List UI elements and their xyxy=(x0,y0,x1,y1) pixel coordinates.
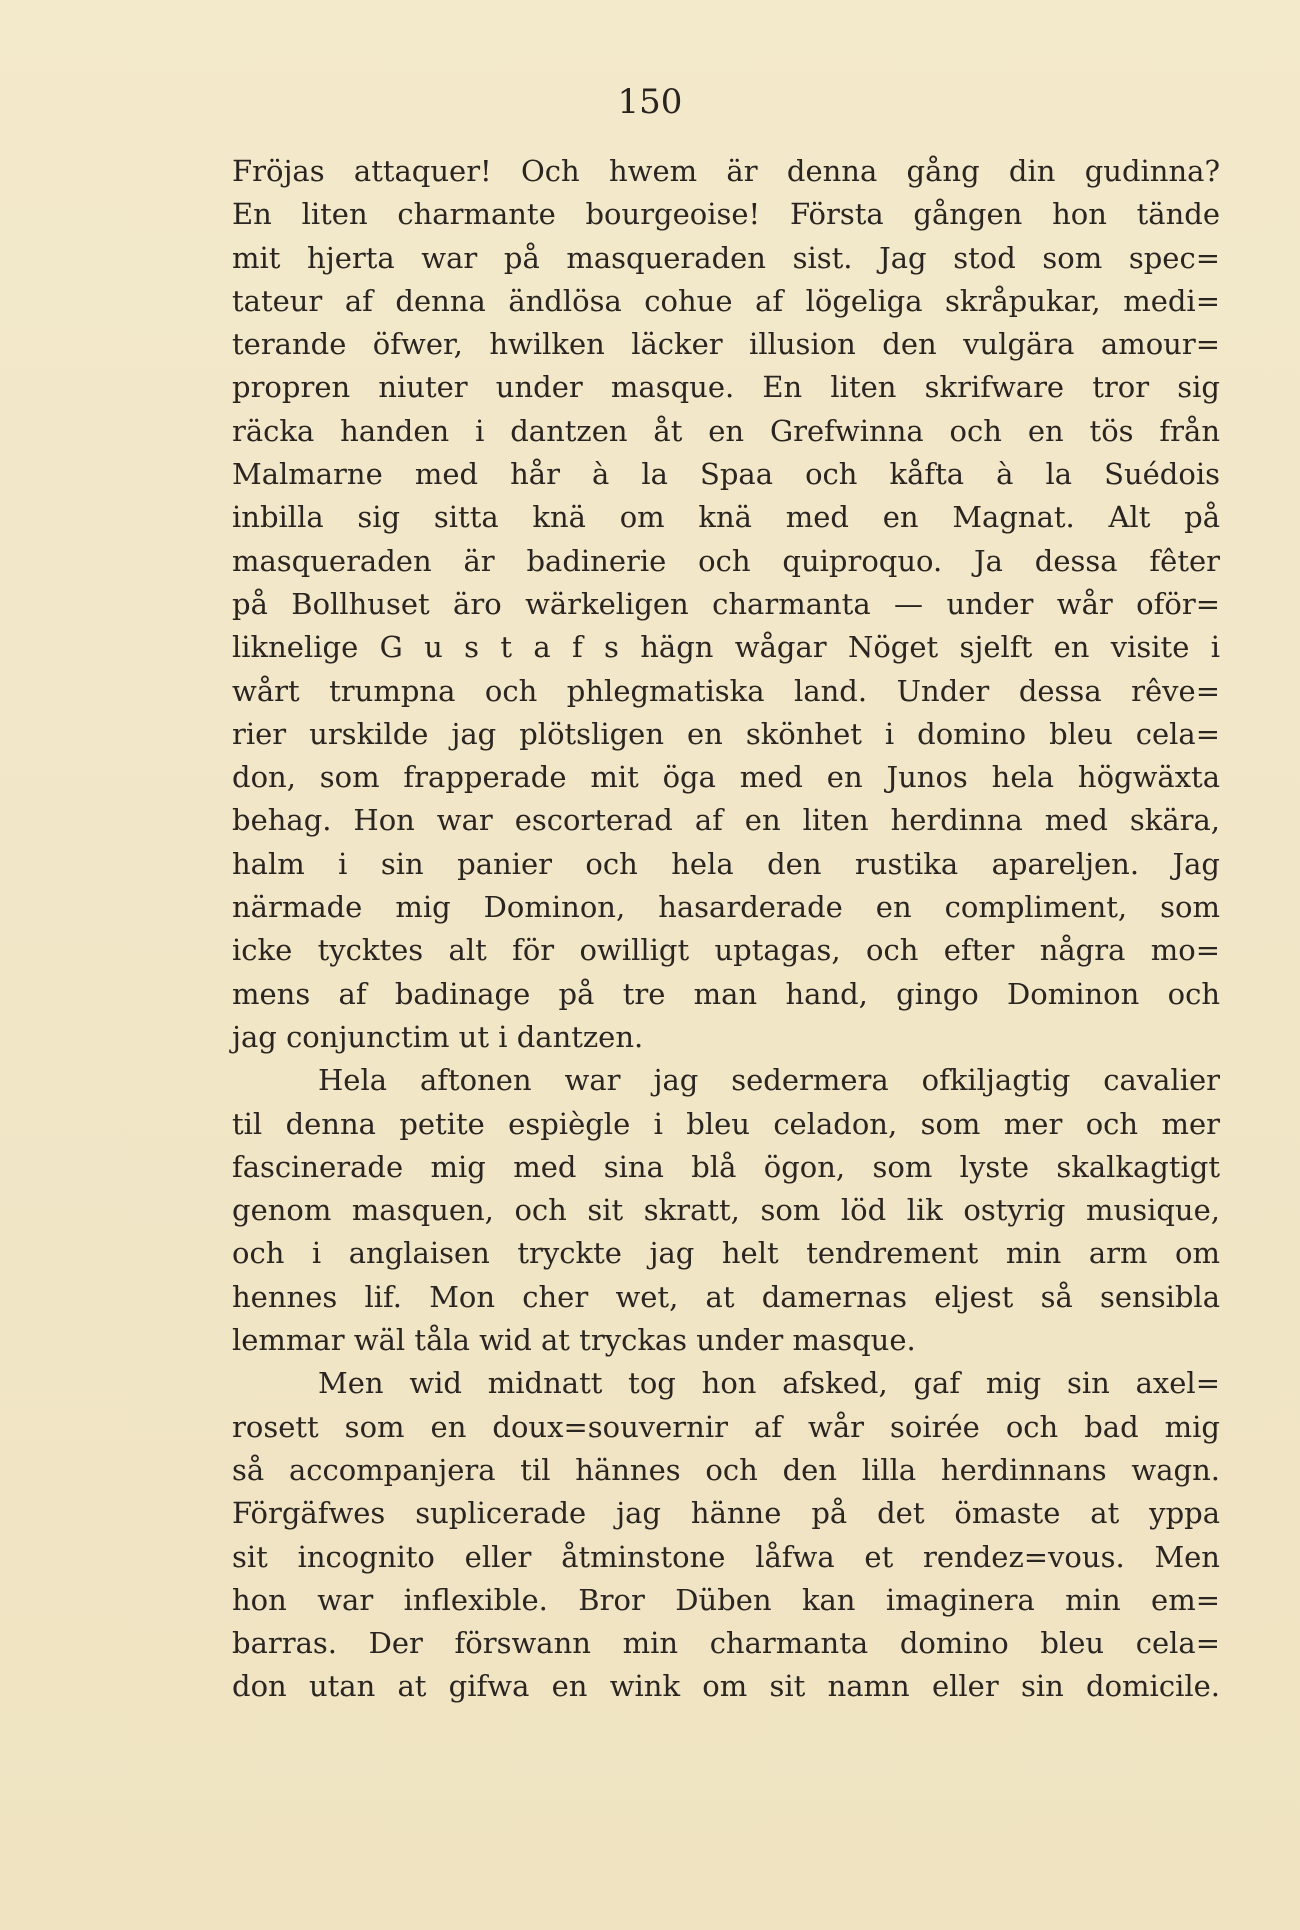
text-line: don, som frapperade mit öga med en Junos hela högwäxta xyxy=(232,760,1220,795)
text-line: Malmarne med hår à la Spaa och kåfta à la Suédois xyxy=(232,457,1220,492)
text-line: til denna petite espiègle i bleu celadon, som mer och mer xyxy=(232,1106,1220,1141)
text-line: liknelige G u s t a f s hägn wågar Nöget sjelft en visite i xyxy=(232,630,1220,665)
text-line: propren niuter under masque. En liten skrifware tror sig xyxy=(232,370,1220,405)
text-line: Hela aftonen war jag sedermera ofkiljagtig cavalier xyxy=(318,1063,1220,1098)
text-line: inbilla sig sitta knä om knä med en Magnat. Alt på xyxy=(232,500,1220,535)
text-line: så accompanjera til hännes och den lilla herdinnans wagn. xyxy=(232,1452,1220,1487)
text-line: och i anglaisen tryckte jag helt tendrement min arm om xyxy=(232,1236,1220,1271)
text-line: Men wid midnatt tog hon afsked, gaf mig sin axel= xyxy=(318,1366,1220,1401)
text-line: halm i sin panier och hela den rustika apareljen. Jag xyxy=(232,846,1220,881)
text-line: Förgäfwes suplicerade jag hänne på det ömaste at yppa xyxy=(232,1496,1220,1531)
text-line: räcka handen i dantzen åt en Grefwinna och en tös från xyxy=(232,413,1220,448)
text-line: don utan at gifwa en wink om sit namn eller sin domicile. xyxy=(232,1669,1220,1704)
text-line: mens af badinage på tre man hand, gingo Dominon och xyxy=(232,976,1220,1011)
text-line: behag. Hon war escorterad af en liten herdinna med skära, xyxy=(232,803,1220,838)
text-line: terande öfwer, hwilken läcker illusion den vulgära amour= xyxy=(232,327,1220,362)
text-line: Fröjas attaquer! Och hwem är denna gång din gudinna? xyxy=(232,154,1220,188)
text-line: hon war inflexible. Bror Düben kan imaginera min em= xyxy=(232,1582,1220,1617)
text-line: rier urskilde jag plötsligen en skönhet i domino bleu cela= xyxy=(232,716,1220,751)
text-line: genom masquen, och sit skratt, som löd lik ostyrig musique, xyxy=(232,1193,1220,1228)
text-line: på Bollhuset äro wärkeligen charmanta — under wår oför= xyxy=(232,586,1220,621)
text-line: masqueraden är badinerie och quiproquo. Ja dessa fêter xyxy=(232,543,1220,578)
body-text xyxy=(232,150,1220,1709)
text-line: närmade mig Dominon, hasarderade en compliment, som xyxy=(232,890,1220,925)
text-line: rosett som en doux=souvernir af wår soirée och bad mig xyxy=(232,1409,1220,1444)
text-line: lemmar wäl tåla wid at tryckas under masque. xyxy=(232,1323,916,1358)
text-line: En liten charmante bourgeoise! Första gången hon tände xyxy=(232,197,1220,232)
text-line: tateur af denna ändlösa cohue af lögeliga skråpukar, medi= xyxy=(232,283,1220,318)
text-line: hennes lif. Mon cher wet, at damernas eljest så sensibla xyxy=(232,1279,1220,1314)
page-number: 150 xyxy=(617,82,683,122)
text-line: mit hjerta war på masqueraden sist. Jag stod som spec= xyxy=(232,240,1220,275)
text-line: sit incognito eller åtminstone låfwa et rendez=vous. Men xyxy=(232,1539,1220,1574)
text-line: icke tycktes alt för owilligt uptagas, och efter några mo= xyxy=(232,933,1220,968)
text-line: wårt trumpna och phlegmatiska land. Under dessa rêve= xyxy=(232,673,1220,708)
text-line: jag conjunctim ut i dantzen. xyxy=(232,1019,644,1054)
text-line: barras. Der förswann min charmanta domino bleu cela= xyxy=(232,1626,1220,1661)
text-line: fascinerade mig med sina blå ögon, som lyste skalkagtigt xyxy=(232,1149,1220,1184)
